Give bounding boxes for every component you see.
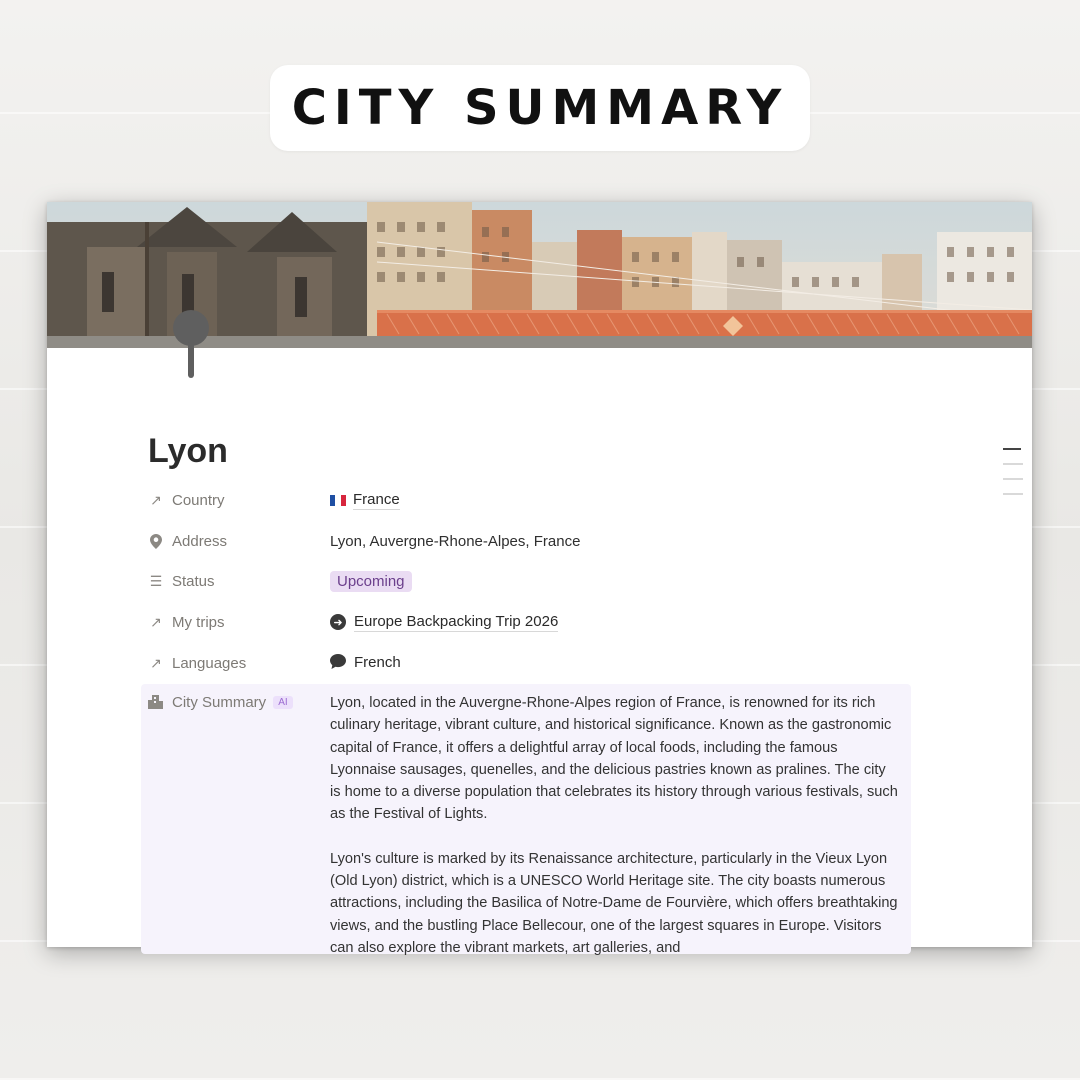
property-value-status[interactable] [330, 571, 412, 592]
list-icon: ☰ [149, 572, 163, 589]
banner-title: CITY SUMMARY [291, 80, 789, 136]
property-label [148, 533, 330, 550]
location-pin-icon [148, 533, 164, 549]
notion-page-window [47, 202, 1032, 956]
property-label [148, 573, 330, 590]
city-summary-text[interactable] [330, 692, 898, 981]
buildings-icon [148, 695, 164, 711]
property-label-city-summary [148, 694, 293, 711]
summary-paragraph: Lyon's culture is marked by its Renaissance architecture, particularly in the Vieux Lyon (Old Lyon) district, which is a UNESCO World Heritage site. The city boasts numerous attractions, including the Basilica of Notre-Dame de Fourvière, which offers breathtaking views, and the bustling Place Bellecour, one of the largest squares in Europe. Visitors can also explore the vibrant markets, art galleries, and [330, 850, 898, 956]
property-value-country[interactable] [330, 491, 400, 510]
trip-link[interactable]: Europe Backpacking Trip 2026 [354, 612, 559, 630]
property-label-address: Address [172, 532, 228, 550]
property-row-my-trips[interactable] [148, 607, 908, 637]
language-link[interactable]: French [354, 654, 401, 671]
property-label-my-trips: My trips [172, 613, 225, 631]
property-value-address[interactable]: Lyon, Auvergne-Rhone-Alpes, France [330, 532, 581, 550]
arrow-circle-right-icon: ➜ [330, 614, 346, 630]
property-row-country[interactable] [148, 485, 908, 515]
table-of-contents-outline[interactable] [1003, 448, 1023, 508]
speech-bubble-icon [330, 654, 346, 673]
property-row-address[interactable] [148, 526, 908, 556]
arrow-up-right-icon: ↗ [150, 613, 162, 630]
city-summary-label: City Summary [172, 694, 267, 711]
arrow-up-right-icon: ↗ [150, 654, 162, 671]
country-link[interactable]: France [353, 490, 400, 508]
property-value-languages[interactable] [330, 654, 401, 673]
france-flag-icon [330, 495, 346, 506]
property-row-languages[interactable] [148, 648, 908, 678]
property-row-status[interactable] [148, 566, 908, 596]
property-label [148, 614, 330, 631]
property-label-country: Country [172, 491, 225, 509]
property-value-my-trips[interactable] [330, 613, 558, 632]
map-pin-icon[interactable] [171, 310, 211, 380]
property-label-status: Status [172, 572, 215, 590]
property-label [148, 655, 330, 672]
arrow-up-right-icon: ↗ [150, 491, 162, 508]
summary-paragraph: Lyon, located in the Auvergne-Rhone-Alpes region of France, is renowned for its rich culinary heritage, vibrant culture, and historical significance. Known as the gastronomic capital of France, it offers a delightful array of local foods, including the famous Lyonnaise sausages, quenelles, and the delicious pastries known as pralines. The city is home to a diverse population that celebrates its history through various festivals, such as the Festival of Lights. [330, 695, 898, 823]
page-banner [270, 65, 810, 151]
property-label-languages: Languages [172, 654, 247, 672]
status-badge[interactable]: Upcoming [330, 571, 412, 592]
ai-badge: AI [273, 696, 292, 709]
property-label [148, 492, 330, 509]
page-title[interactable]: Lyon [148, 432, 228, 470]
